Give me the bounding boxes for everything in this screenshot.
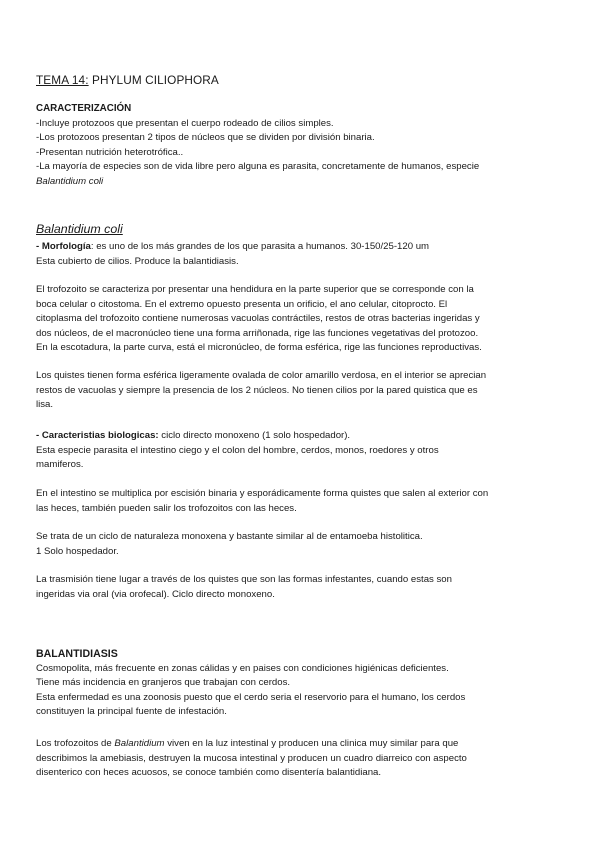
paragraph-line: restos de vacuolas y siempre la presencia de los 2 núcleos. No tienen cilios por la pared quistica que es [36, 384, 478, 396]
paragraph-line: citoplasma del trofozoito contiene numerosas vacuolas contráctiles, restos de otras bacterias ingeridas y [36, 313, 480, 324]
caracteristicas-paragraph [36, 429, 568, 473]
trofozoito-paragraph [36, 283, 568, 356]
paragraph-line: las heces, también pueden salir los trofozoitos con las heces. [36, 502, 297, 514]
title-prefix: TEMA 14: [36, 73, 89, 87]
morfologia-line: Esta cubierto de cilios. Produce la balantidiasis. [36, 255, 239, 267]
morfologia-label: - Morfología [36, 241, 91, 252]
paragraph-text: viven en la luz intestinal y producen una clinica muy similar para que [164, 738, 459, 749]
caracterizacion-section [36, 102, 568, 189]
document-title [36, 73, 568, 87]
paragraph-line: En la escotadura, la parte curva, está el micronúcleo, de forma esférica, rige las funciones reproductivas. [36, 342, 482, 353]
paragraph-line: En el intestino se multiplica por escisión binaria y esporádicamente forma quistes que salen al exterior con [36, 488, 489, 499]
ciclo-paragraph [36, 530, 568, 559]
quistes-paragraph [36, 369, 568, 413]
paragraph-text: Los trofozoitos de [36, 738, 115, 749]
balantidiasis-heading: BALANTIDIASIS [36, 648, 118, 660]
trofozoitos-paragraph [36, 737, 568, 781]
paragraph-line: Esta enfermedad es una zoonosis puesto que el cerdo seria el reservorio para el humano, los cerdos [36, 691, 466, 703]
species-name: Balantidium coli [36, 175, 104, 187]
paragraph-line: dos núcleos, de el macronúcleo tiene una forma arriñonada, rige las funciones vegetativas del protozoo. [36, 327, 479, 339]
paragraph-line: constituyen la principal fuente de infestación. [36, 706, 227, 717]
paragraph-line: boca celular o citostoma. En el extremo opuesto presenta un orificio, el ano celular, citoprocto. El [36, 298, 448, 310]
paragraph-line: Los quistes tienen forma esférica ligeramente ovalada de color amarillo verdosa, en el interior se aprecian [36, 370, 487, 381]
balantidium-heading: Balantidium coli [36, 222, 123, 236]
caracteristicas-label: - Caracteristias biologicas: [36, 430, 159, 441]
paragraph-line: El trofozoito se caracteriza por presentar una hendidura en la parte superior que se corresponde con la [36, 284, 474, 295]
caracterizacion-heading: CARACTERIZACIÓN [36, 103, 132, 114]
paragraph-line: disenterico con heces acuosos, se conoce también como disentería balantidiana. [36, 767, 382, 778]
title-name: PHYLUM CILIOPHORA [88, 73, 219, 87]
paragraph-line: Tiene más incidencia en granjeros que trabajan con cerdos. [36, 677, 291, 688]
paragraph-line: describimos la amebiasis, destruyen la mucosa intestinal y producen un cuadro diarreico con aspecto [36, 752, 467, 764]
caracterizacion-line: -Presentan nutrición heterotrófica.. [36, 146, 184, 158]
genus-name: Balantidium [114, 738, 165, 749]
paragraph-line: 1 Solo hospedador. [36, 545, 119, 557]
paragraph-line: La trasmisión tiene lugar a través de los quistes que son las formas infestantes, cuando estas son [36, 574, 452, 585]
morfologia-paragraph [36, 240, 568, 269]
paragraph-line: mamiferos. [36, 459, 84, 470]
trasmision-paragraph [36, 573, 568, 602]
paragraph-line: Se trata de un ciclo de naturaleza monoxena y bastante similar al de entamoeba histolitica. [36, 531, 423, 542]
caracterizacion-line: -Los protozoos presentan 2 tipos de núcleos que se dividen por división binaria. [36, 132, 375, 143]
morfologia-text: : es uno de los más grandes de los que parasita a humanos. 30-150/25-120 um [90, 241, 430, 252]
paragraph-line: Cosmopolita, más frecuente en zonas cálidas y en paises con condiciones higiénicas deficientes. [36, 662, 449, 674]
caracterizacion-line: -La mayoría de especies son de vida libre pero alguna es parasita, concretamente de humanos, especie [36, 161, 480, 172]
intestino-paragraph [36, 487, 568, 516]
paragraph-line: lisa. [36, 399, 54, 410]
caracteristicas-text: ciclo directo monoxeno (1 solo hospedador). [158, 430, 351, 441]
balantidiasis-section [36, 647, 568, 720]
paragraph-line: Esta especie parasita el intestino ciego y el colon del hombre, cerdos, monos, roedores y otros [36, 444, 439, 456]
caracterizacion-line: -Incluye protozoos que presentan el cuerpo rodeado de cilios simples. [36, 117, 334, 129]
paragraph-line: ingeridas via oral (via orofecal). Ciclo directo monoxeno. [36, 588, 275, 600]
